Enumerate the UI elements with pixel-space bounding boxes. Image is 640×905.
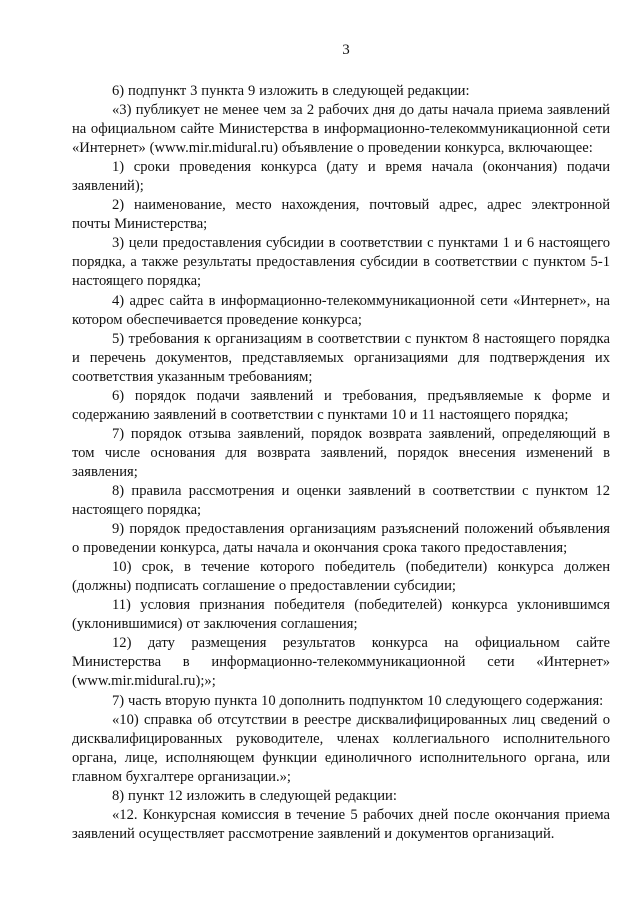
paragraph: 8) правила рассмотрения и оценки заявлений в соответствии с пунктом 12 настоящего порядка; — [72, 482, 610, 519]
document-body — [72, 82, 610, 844]
paragraph: 7) часть вторую пункта 10 дополнить подпунктом 10 следующего содержания: — [112, 692, 604, 709]
paragraph: 11) условия признания победителя (победителей) конкурса уклонившимся (уклонившимися) от заключения соглашения; — [72, 597, 610, 633]
paragraph: 10) срок, в течение которого победитель (победители) конкурса должен (должны) подписать соглашение о предоставлении субсидии; — [72, 559, 610, 595]
paragraph: «3) публикует не менее чем за 2 рабочих дня до даты начала приема заявлений на официальном сайте Министерства в информационно-телекоммуникационной сети «Интернет» (www.mir.midural.ru) объявление о проведении конкурса, включающее: — [72, 102, 610, 157]
paragraph: 8) пункт 12 изложить в следующей редакции: — [112, 787, 397, 804]
page-number: 3 — [342, 42, 350, 58]
paragraph: «10) справка об отсутствии в реестре дисквалифицированных лиц сведений о дисквалифицированных руководителе, членах коллегиального исполнительного органа, лице, исполняющем функции единоличного исполнительного органа, или главном бухгалтере организации.»; — [72, 711, 610, 785]
paragraph: 9) порядок предоставления организациям разъяснений положений объявления о проведении конкурса, даты начала и окончания срока такого предоставления; — [72, 521, 610, 557]
paragraph: 4) адрес сайта в информационно-телекоммуникационной сети «Интернет», на котором обеспечивается проведение конкурса; — [72, 292, 610, 328]
paragraph: 3) цели предоставления субсидии в соответствии с пунктами 1 и 6 настоящего порядка, а также результаты предоставления субсидии в соответствии с пунктом 5-1 настоящего порядка; — [72, 235, 610, 290]
paragraph: 6) подпункт 3 пункта 9 изложить в следующей редакции: — [112, 83, 470, 99]
paragraph: 1) сроки проведения конкурса (дату и время начала (окончания) подачи заявлений); — [72, 159, 610, 195]
paragraph: 5) требования к организациям в соответствии с пунктом 8 настоящего порядка и перечень документов, представляемых организациями для подтверждения их соответствия указанным требованиям; — [72, 330, 610, 385]
paragraph: 6) порядок подачи заявлений и требования, предъявляемые к форме и содержанию заявлений в соответствии с пунктами 10 и 11 настоящего порядка; — [72, 387, 610, 423]
paragraph: 2) наименование, место нахождения, почтовый адрес, адрес электронной почты Министерства; — [72, 197, 610, 233]
paragraph: 7) порядок отзыва заявлений, порядок возврата заявлений, определяющий в том числе основания для возврата заявлений, порядок внесения изменений в заявления; — [72, 425, 610, 480]
paragraph: «12. Конкурсная комиссия в течение 5 рабочих дней после окончания приема заявлений осуществляет рассмотрение заявлений и документов организаций. — [72, 806, 610, 842]
paragraph: 12) дату размещения результатов конкурса на официальном сайте Министерства в информационно-телекоммуникационной сети «Интернет» (www.mir.midural.ru);»; — [72, 635, 610, 690]
